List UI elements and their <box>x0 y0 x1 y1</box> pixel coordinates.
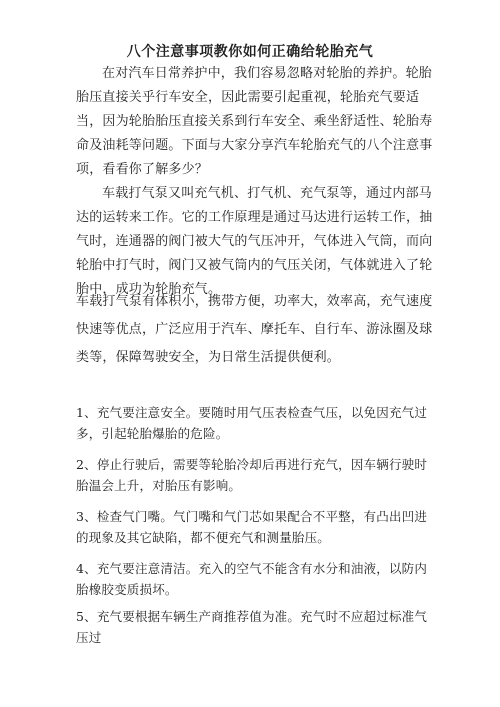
pump-description-paragraph: 车载打气泵又叫充气机、打气机、充气泵等，通过内部马达的运转来工作。它的工作原理是通过马达进行运转工作，抽气时，连通器的阀门被大气的气压冲开，气体进入气筒，而向轮胎中打气时，阀门又被气筒内的气压关闭，气体就进入了轮胎中，成功为轮胎充气。 <box>76 186 433 297</box>
list-item: 1、充气要注意安全。要随时用气压表检查气压，以免因充气过多，引起轮胎爆胎的危险。 <box>76 405 428 441</box>
document-title: 八个注意事项教你如何正确给轮胎充气 <box>126 44 374 60</box>
list-item: 2、停止行驶后，需要等轮胎冷却后再进行充气，因车辆行驶时胎温会上升，对胎压有影响。 <box>76 457 428 493</box>
pump-advantages-paragraph: 车载打气泵有体积小，携带方便，功率大，效率高，充气速度快速等优点，广泛应用于汽车、摩托车、自行车、游泳圈及球类等，保障驾驶安全，为日常生活提供便利。 <box>76 294 433 365</box>
intro-paragraph: 在对汽车日常养护中，我们容易忽略对轮胎的养护。轮胎胎压直接关乎行车安全，因此需要引起重视，轮胎充气要适当，因为轮胎胎压直接关系到行车安全、乘坐舒适性、轮胎寿命及油耗等问题。下面与大家分享汽车轮胎充气的八个注意事项，看看你了解多少？ <box>76 66 433 177</box>
list-item: 3、检查气门嘴。气门嘴和气门芯如果配合不平整，有凸出凹进的现象及其它缺陷，都不便充气和测量胎压。 <box>76 509 428 545</box>
list-item: 4、充气要注意清洁。充入的空气不能含有水分和油液，以防内胎橡胶变质损坏。 <box>76 561 428 597</box>
list-item: 5、充气要根据车辆生产商推荐值为准。充气时不应超过标准气压过 <box>76 609 428 645</box>
